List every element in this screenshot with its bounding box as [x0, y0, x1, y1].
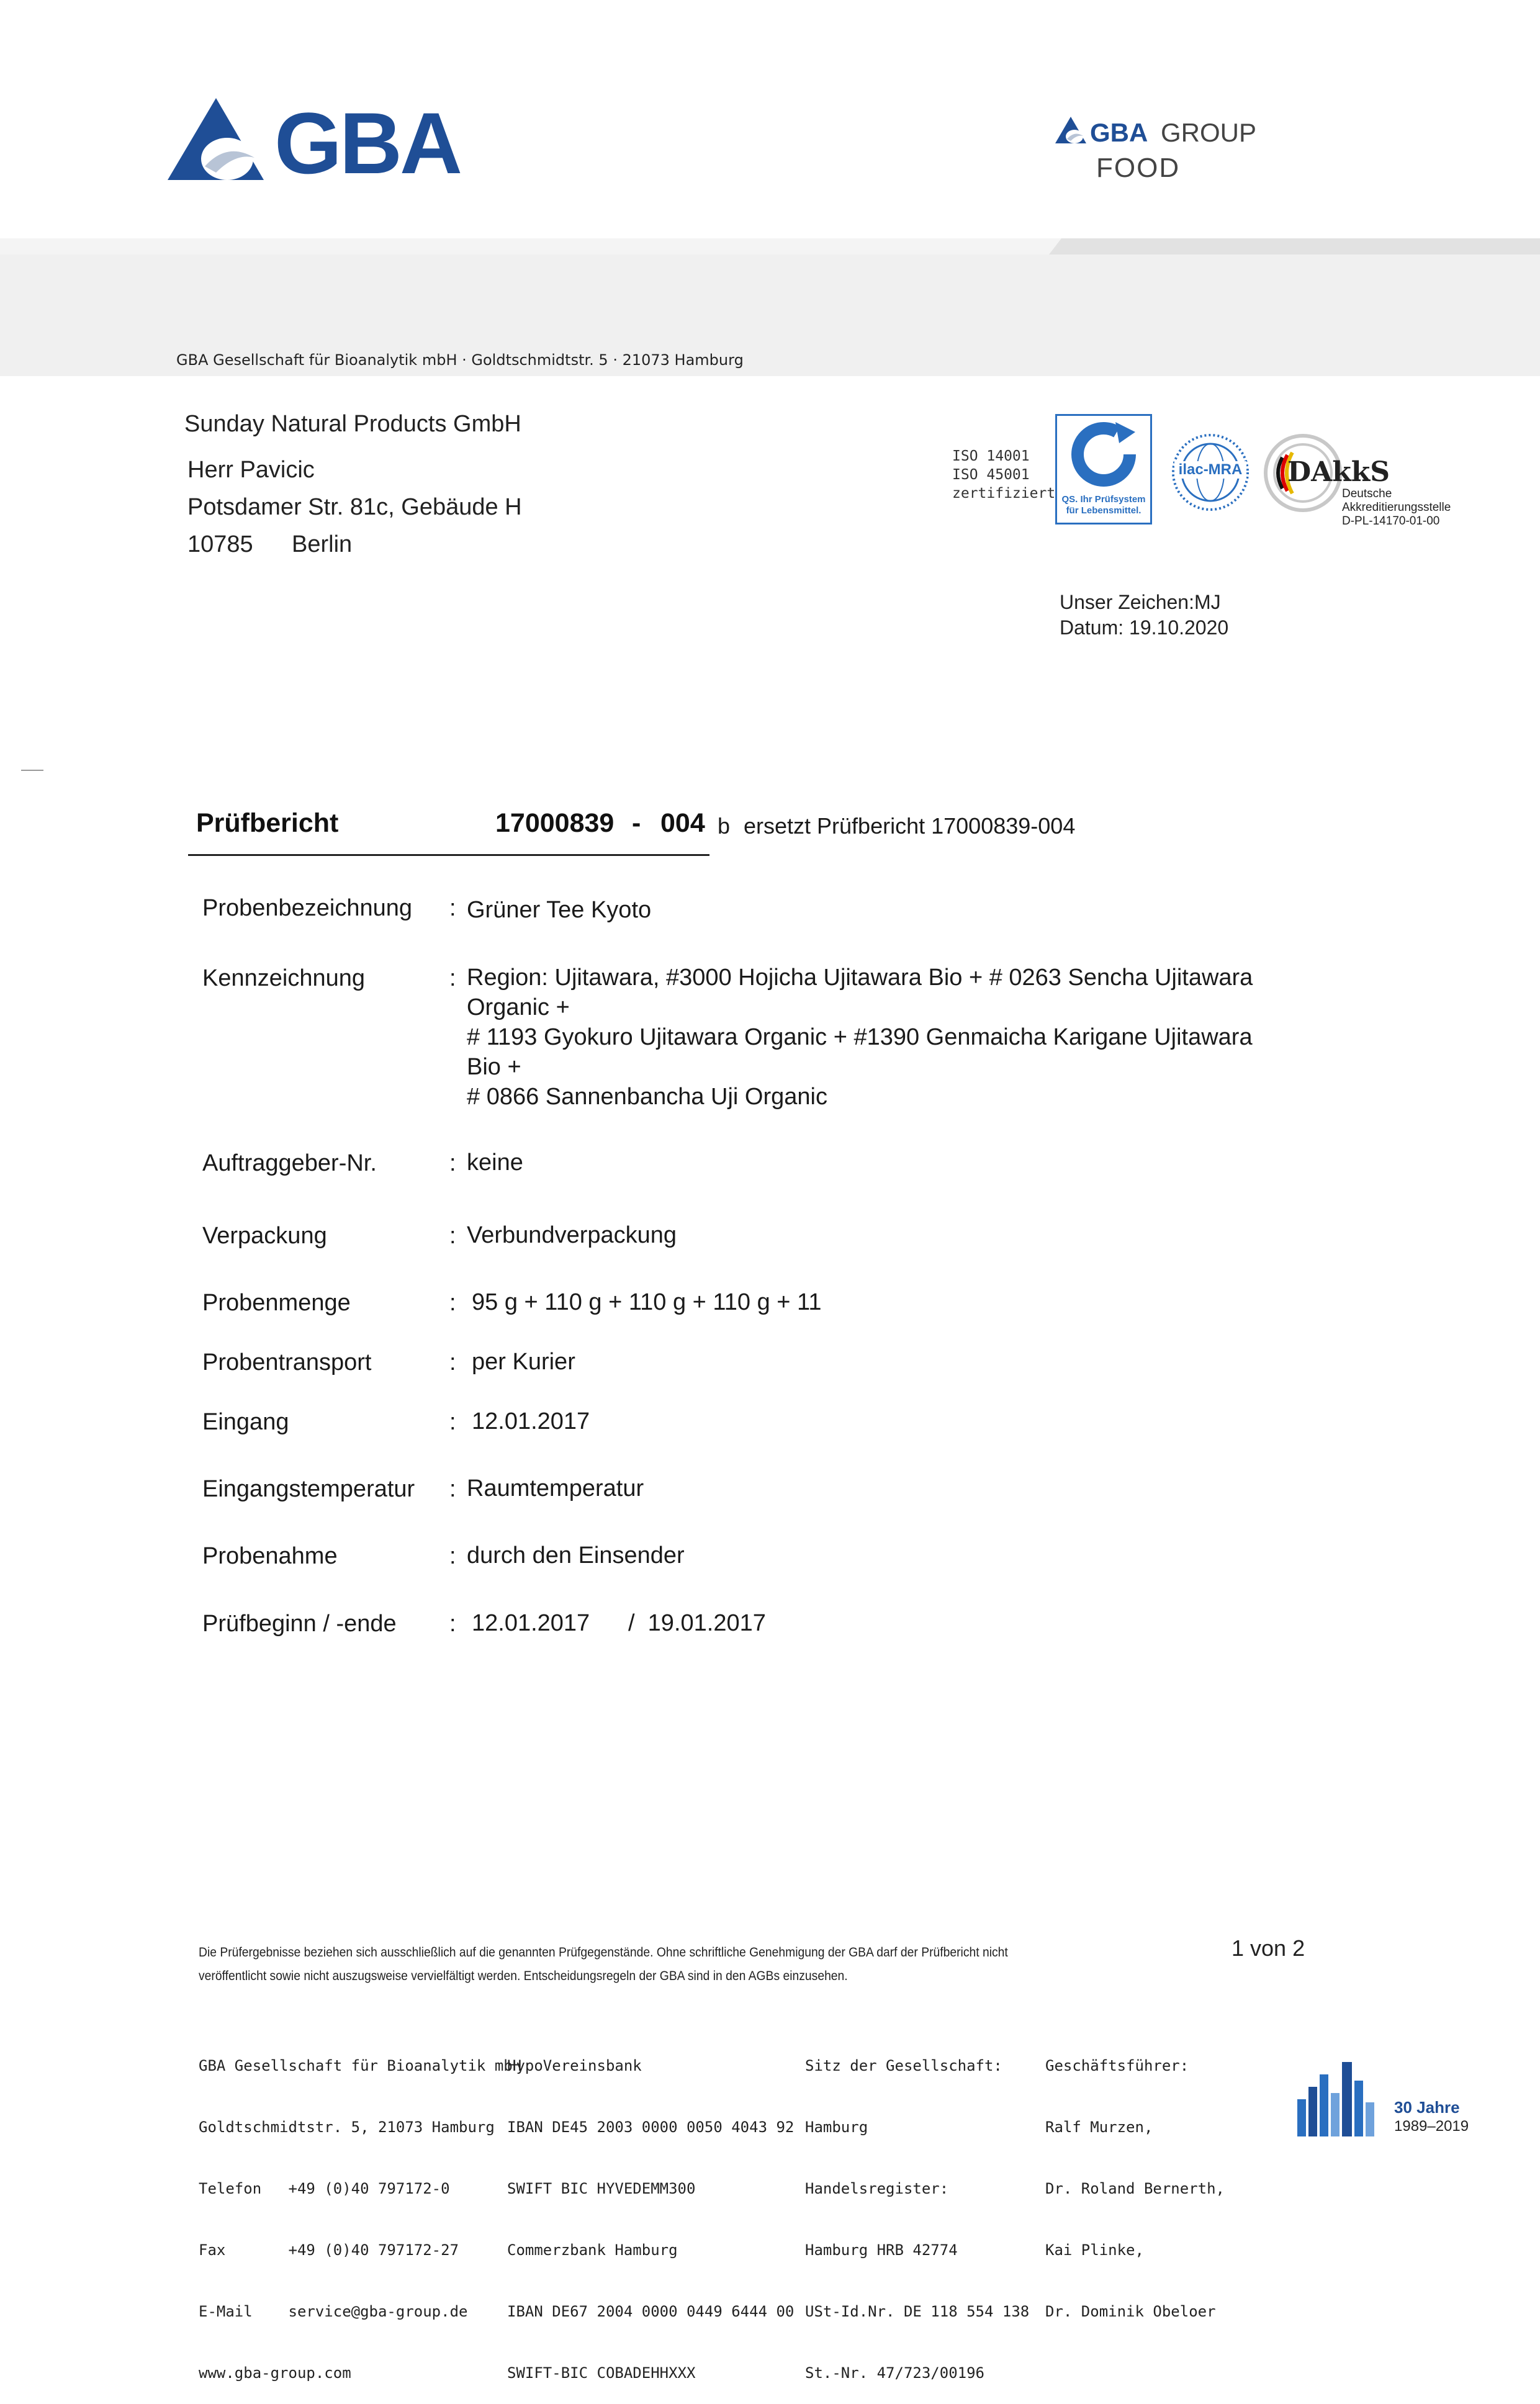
field-value-probenmenge: 95 g + 110 g + 110 g + 110 g + 11: [472, 1289, 822, 1315]
field-label-kennzeichnung: Kennzeichnung: [202, 965, 365, 991]
footer-line: www.gba-group.com: [199, 2364, 351, 2382]
gba-logo: [168, 94, 478, 192]
group-brand-text: GBA: [1090, 118, 1148, 147]
field-value-kennzeichnung: [467, 963, 1311, 1112]
iso-line: ISO 14001: [952, 448, 1030, 464]
footer-line: Dr. Dominik Obeloer: [1045, 2303, 1216, 2320]
footer-line: St.-Nr. 47/723/00196: [805, 2364, 984, 2382]
field-label-auftraggeber: Auftraggeber-Nr.: [202, 1150, 377, 1176]
footer-line: Sitz der Gesellschaft:: [805, 2057, 1002, 2074]
field-value-probentransport: per Kurier: [472, 1349, 575, 1375]
iso-certification: [952, 447, 1055, 503]
city-skyline-icon: [1297, 2056, 1384, 2136]
footer-line: Geschäftsführer:: [1045, 2057, 1189, 2074]
field-value-pruefbeginn: 12.01.2017: [472, 1610, 590, 1636]
footer-line: SWIFT BIC HYVEDEMM300: [507, 2180, 696, 2197]
field-label-eingang: Eingang: [202, 1409, 289, 1435]
field-label-probenahme: Probenahme: [202, 1543, 338, 1569]
footer-bank-column: [507, 2015, 794, 2404]
field-colon: :: [449, 1223, 456, 1249]
dakks-caption: [1342, 487, 1451, 528]
recipient-zip: 10785: [187, 531, 253, 557]
footer-line: SWIFT-BIC COBADEHHXXX: [507, 2364, 696, 2382]
field-label-probenmenge: Probenmenge: [202, 1290, 351, 1316]
footer-line: Hamburg: [805, 2118, 868, 2136]
field-colon: :: [449, 895, 456, 921]
kennzeichnung-line: Bio +: [467, 1054, 521, 1080]
reference-sign: Unser Zeichen:MJ: [1060, 591, 1221, 613]
disclaimer-line: Die Prüfergebnisse beziehen sich ausschließlich auf die genannten Prüfgegenstände. Ohne schriftliche Genehmigung der GBA darf der Prüfbericht nicht: [199, 1945, 1008, 1960]
field-colon: :: [449, 1611, 456, 1637]
reference-date: Datum: 19.10.2020: [1060, 616, 1229, 639]
field-label-pruefbeginn: Prüfbeginn / -ende: [202, 1611, 397, 1637]
dakks-caption-line: Akkreditierungsstelle: [1342, 501, 1451, 514]
recipient-city: Berlin: [292, 531, 353, 557]
field-value-auftraggeber: keine: [467, 1150, 523, 1176]
footer-line: Telefon +49 (0)40 797172-0: [199, 2180, 450, 2197]
anniversary-years: 1989–2019: [1394, 2118, 1469, 2135]
dakks-logo: [1263, 433, 1461, 532]
recipient-street: Potsdamer Str. 81c, Gebäude H: [187, 494, 522, 520]
footer-line: Handelsregister:: [805, 2180, 949, 2197]
gba-triangle-icon: [168, 98, 264, 182]
ilac-mra-logo: [1171, 433, 1250, 512]
footer-registry-column: [805, 2015, 1029, 2404]
dakks-caption-line: D-PL-14170-01-00: [1342, 515, 1440, 528]
group-food-text: FOOD: [1096, 153, 1181, 183]
field-colon: :: [449, 1543, 456, 1569]
field-value-pruefende: / 19.01.2017: [628, 1610, 766, 1636]
footer-line: HypoVereinsbank: [507, 2057, 642, 2074]
field-colon: :: [449, 1349, 456, 1375]
report-version: b: [718, 813, 731, 839]
field-value-probenbezeichnung: Grüner Tee Kyoto: [467, 897, 652, 923]
anniversary-badge: [1297, 2056, 1484, 2136]
gba-logo-text: GBA: [274, 94, 461, 192]
field-value-verpackung: Verbundverpackung: [467, 1222, 677, 1248]
footer-line: Commerzbank Hamburg: [507, 2241, 678, 2259]
ilac-text: ilac-MRA: [1174, 461, 1246, 479]
field-colon: :: [449, 965, 456, 991]
dakks-caption-line: Deutsche: [1342, 487, 1392, 500]
field-colon: :: [449, 1290, 456, 1316]
kennzeichnung-line: Organic +: [467, 994, 570, 1020]
dakks-text: DAkkS: [1287, 456, 1390, 488]
field-value-probenahme: durch den Einsender: [467, 1542, 685, 1569]
report-dash: -: [632, 808, 641, 838]
footer-line: E-Mail service@gba-group.de: [199, 2303, 468, 2320]
qs-caption: QS. Ihr Prüfsystem für Lebensmittel.: [1061, 494, 1146, 516]
header-strip-accent: [1049, 238, 1540, 254]
footer-line: Goldtschmidtstr. 5, 21073 Hamburg: [199, 2118, 495, 2136]
field-colon: :: [449, 1150, 456, 1176]
kennzeichnung-line: # 1193 Gyokuro Ujitawara Organic + #1390 Genmaicha Karigane Ujitawara: [467, 1024, 1253, 1050]
footer-company-column: [199, 2015, 521, 2404]
footer-line: IBAN DE67 2004 0000 0449 6444 00: [507, 2303, 795, 2320]
report-number: 17000839: [495, 808, 615, 838]
footer-line: Fax +49 (0)40 797172-27: [199, 2241, 459, 2259]
report-title: Prüfbericht: [196, 808, 339, 838]
gba-group-food-logo: [1055, 114, 1279, 189]
qs-check-icon: [1057, 418, 1150, 493]
field-colon: :: [449, 1409, 456, 1435]
field-label-probenbezeichnung: Probenbezeichnung: [202, 895, 413, 921]
kennzeichnung-line: Region: Ujitawara, #3000 Hojicha Ujitawara Bio + # 0263 Sencha Ujitawara: [467, 965, 1253, 991]
kennzeichnung-line: # 0866 Sannenbancha Uji Organic: [467, 1084, 827, 1110]
footer-line: Dr. Roland Bernerth,: [1045, 2180, 1225, 2197]
group-suffix-text: GROUP: [1161, 118, 1257, 147]
footer-line: Kai Plinke,: [1045, 2241, 1144, 2259]
footer-line: GBA Gesellschaft für Bioanalytik mbH: [199, 2057, 522, 2074]
field-value-eingang: 12.01.2017: [472, 1408, 590, 1434]
field-label-probentransport: Probentransport: [202, 1349, 372, 1375]
field-label-verpackung: Verpackung: [202, 1223, 327, 1249]
footer-line: IBAN DE45 2003 0000 0050 4043 92: [507, 2118, 795, 2136]
footer-line: USt-Id.Nr. DE 118 554 138: [805, 2303, 1030, 2320]
iso-line: zertifiziert: [952, 485, 1056, 502]
page-number: 1 von 2: [1232, 1935, 1305, 1961]
disclaimer-line: veröffentlicht sowie nicht auszugsweise vervielfältigt werden. Entscheidungsregeln der GBA sind in den AGBs einzusehen.: [199, 1969, 848, 1983]
report-suffix: 004: [660, 808, 705, 838]
iso-line: ISO 45001: [952, 467, 1030, 483]
recipient-company: Sunday Natural Products GmbH: [184, 411, 521, 437]
footer-line: Hamburg HRB 42774: [805, 2241, 958, 2259]
anniversary-title: 30 Jahre: [1394, 2098, 1460, 2117]
footer-line: Ralf Murzen,: [1045, 2118, 1153, 2136]
recipient-person: Herr Pavicic: [187, 457, 315, 483]
field-colon: :: [449, 1476, 456, 1502]
report-replaces: ersetzt Prüfbericht 17000839-004: [744, 813, 1076, 839]
field-value-eingangstemperatur: Raumtemperatur: [467, 1475, 644, 1501]
sender-line: GBA Gesellschaft für Bioanalytik mbH · Goldtschmidtstr. 5 · 21073 Hamburg: [176, 351, 744, 369]
field-label-eingangstemperatur: Eingangstemperatur: [202, 1476, 415, 1502]
title-underline: [188, 854, 709, 856]
fold-mark: [21, 770, 43, 771]
gba-group-triangle-icon: [1055, 117, 1086, 144]
footer-management-column: [1045, 2015, 1225, 2343]
disclaimer: [199, 1941, 1055, 1988]
qs-logo: [1055, 414, 1152, 524]
